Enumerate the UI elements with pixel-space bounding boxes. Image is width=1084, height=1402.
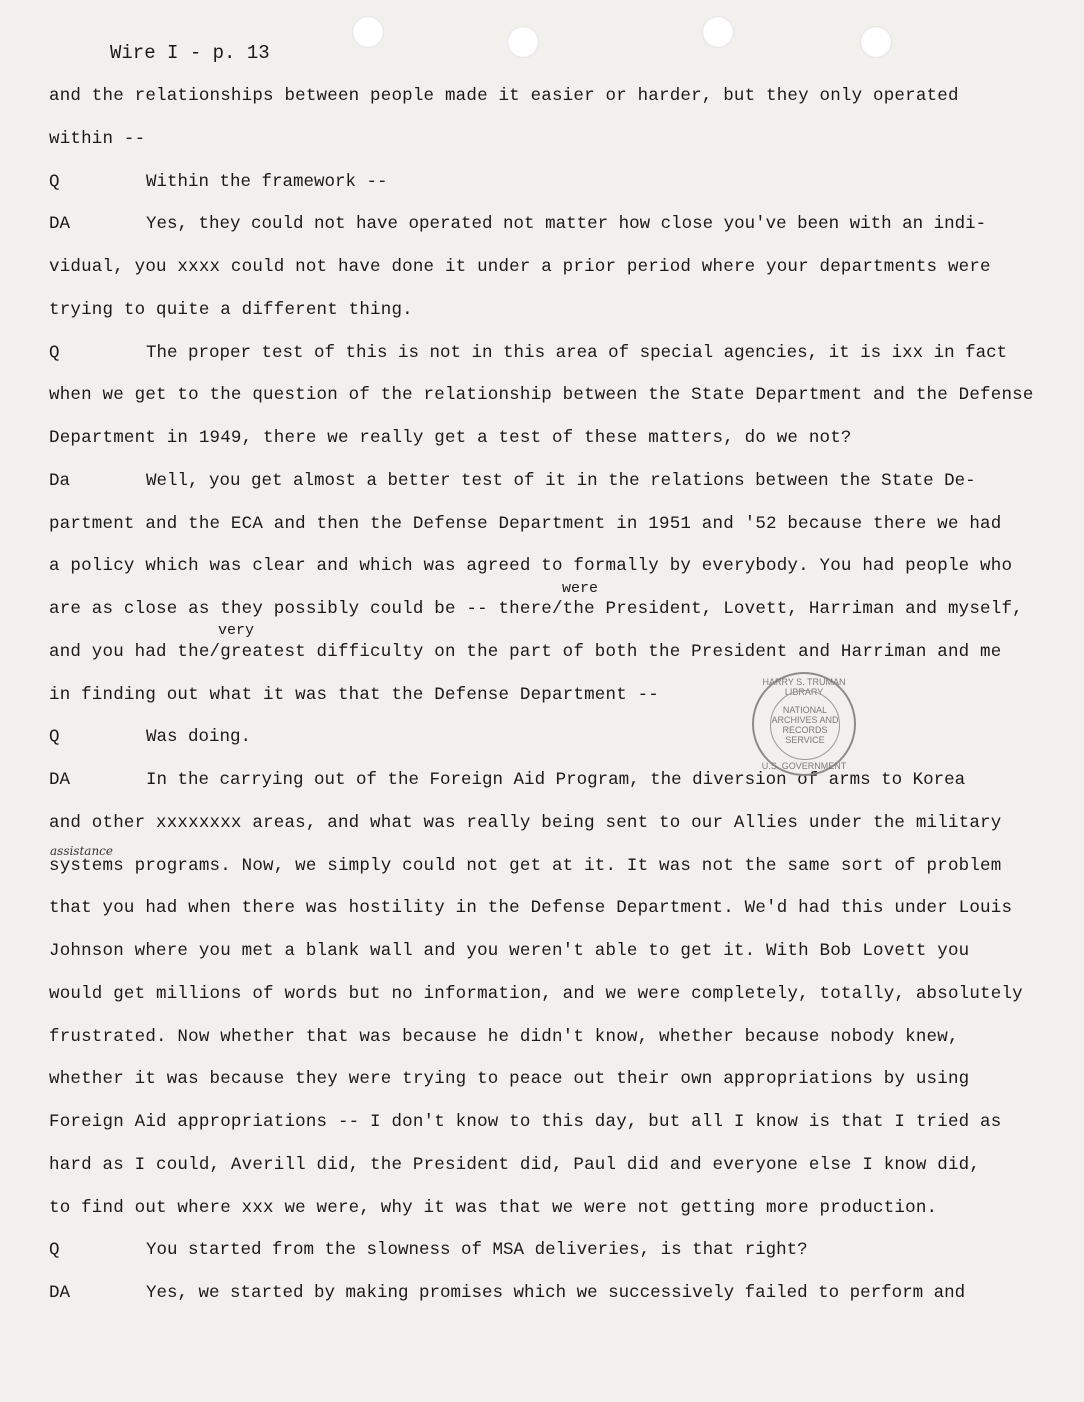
transcript-line: Within the framework -- <box>146 172 388 192</box>
stamp-bottom-text: U.S. GOVERNMENT <box>761 761 847 771</box>
speaker-label: Q <box>49 172 60 192</box>
speaker-label: DA <box>49 214 71 234</box>
speaker-label: DA <box>49 770 71 790</box>
transcript-line: You started from the slowness of MSA deliveries, is that right? <box>146 1240 808 1260</box>
punch-hole-1 <box>352 16 384 48</box>
speaker-label: DA <box>49 1283 71 1303</box>
transcript-line: vidual, you xxxx could not have done it under a prior period where your departments were <box>49 257 991 277</box>
transcript-line: hard as I could, Averill did, the President did, Paul did and everyone else I know did, <box>49 1155 981 1175</box>
transcript-line: In the carrying out of the Foreign Aid Program, the diversion of arms to Korea <box>146 770 966 790</box>
speaker-label: Q <box>49 727 60 747</box>
transcript-line: Yes, they could not have operated not matter how close you've been with an indi- <box>146 214 987 234</box>
punch-hole-4 <box>860 26 892 58</box>
library-stamp <box>752 672 856 776</box>
page-header: Wire I - p. 13 <box>110 42 270 64</box>
transcript-line: Yes, we started by making promises which we successively failed to perform and <box>146 1283 966 1303</box>
transcript-line: frustrated. Now whether that was because he didn't know, whether because nobody knew, <box>49 1027 959 1047</box>
handwritten-assistance: assistance <box>50 844 113 858</box>
transcript-line: a policy which was clear and which was agreed to formally by everybody. You had people who <box>49 556 1013 576</box>
speaker-label: Q <box>49 1240 60 1260</box>
stamp-inner <box>770 690 840 760</box>
stamp-line-4: SERVICE <box>785 735 825 745</box>
transcript-line: systems programs. Now, we simply could not get at it. It was not the same sort of problem <box>49 856 1002 876</box>
transcript-line: within -- <box>49 129 146 149</box>
transcript-line: when we get to the question of the relationship between the State Department and the Defense <box>49 385 1034 405</box>
insert-very: very <box>218 622 255 639</box>
transcript-line: are as close as they possibly could be -- there/the President, Lovett, Harriman and myself, <box>49 599 1023 619</box>
transcript-line: Johnson where you met a blank wall and you weren't able to get it. With Bob Lovett you <box>49 941 970 961</box>
punch-hole-3 <box>702 16 734 48</box>
transcript-line: Foreign Aid appropriations -- I don't know to this day, but all I know is that I tried as <box>49 1112 1002 1132</box>
transcript-line: The proper test of this is not in this area of special agencies, it is ixx in fact <box>146 343 1008 363</box>
stamp-line-3: RECORDS <box>782 725 828 735</box>
transcript-line: Well, you get almost a better test of it in the relations between the State De- <box>146 471 976 491</box>
transcript-line: and the relationships between people made it easier or harder, but they only operated <box>49 86 959 106</box>
insert-were: were <box>562 580 599 597</box>
stamp-line-2: ARCHIVES AND <box>771 715 839 725</box>
transcript-line: Was doing. <box>146 727 252 747</box>
transcript-line: partment and the ECA and then the Defense Department in 1951 and '52 because there we had <box>49 514 1002 534</box>
transcript-line: that you had when there was hostility in the Defense Department. We'd had this under Louis <box>49 898 1013 918</box>
speaker-label: Q <box>49 343 60 363</box>
stamp-line-1: NATIONAL <box>782 705 828 715</box>
transcript-line: and other xxxxxxxx areas, and what was really being sent to our Allies under the military <box>49 813 1002 833</box>
transcript-line: and you had the/greatest difficulty on the part of both the President and Harriman and me <box>49 642 1002 662</box>
transcript-line: Department in 1949, there we really get a test of these matters, do we not? <box>49 428 852 448</box>
transcript-line: whether it was because they were trying to peace out their own appropriations by using <box>49 1069 970 1089</box>
punch-hole-2 <box>507 26 539 58</box>
speaker-label: Da <box>49 471 71 491</box>
transcript-line: in finding out what it was that the Defense Department -- <box>49 685 659 705</box>
transcript-line: trying to quite a different thing. <box>49 300 413 320</box>
transcript-line: to find out where xxx we were, why it was that we were not getting more production. <box>49 1198 938 1218</box>
transcript-line: would get millions of words but no information, and we were completely, totally, absolutely <box>49 984 1023 1004</box>
stamp-top-text: HARRY S. TRUMAN LIBRARY <box>762 677 846 697</box>
